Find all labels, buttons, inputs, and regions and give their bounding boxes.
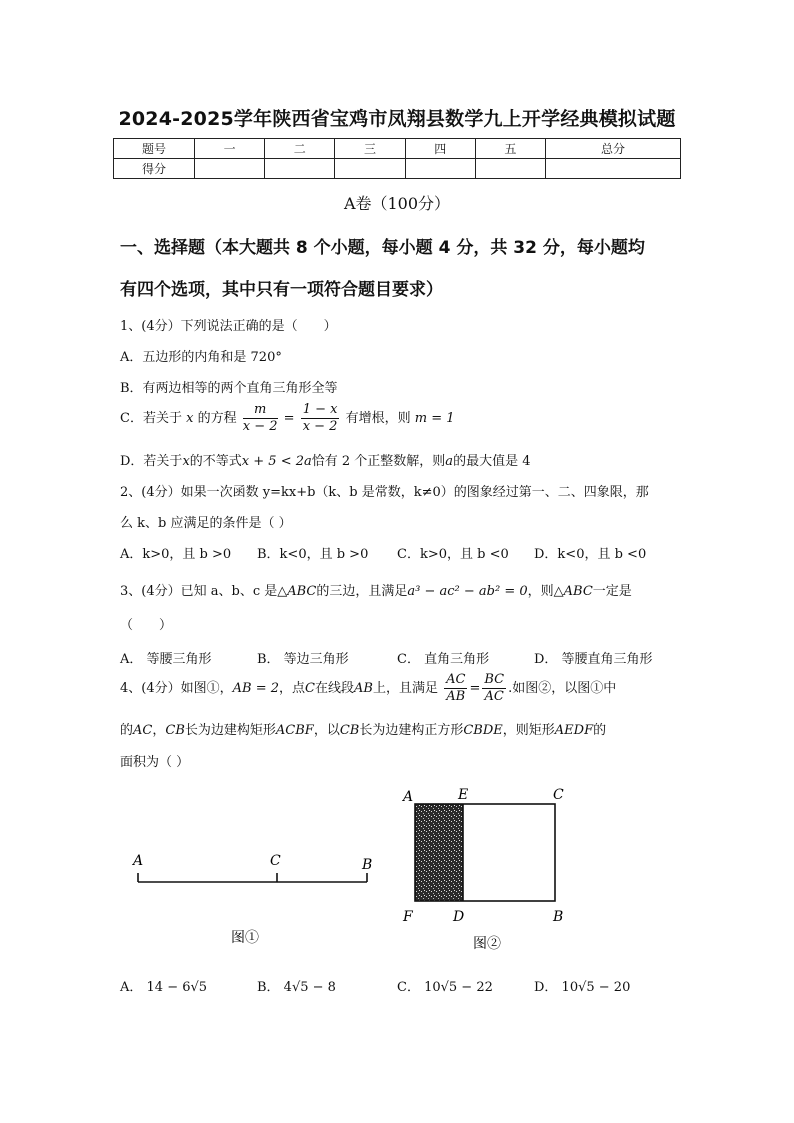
q4-fraction-2 (482, 672, 506, 705)
q4-math: AB (353, 681, 373, 696)
q1-c-fraction-1 (243, 402, 278, 435)
q1-d-var: a (445, 454, 454, 469)
fraction-denominator: x − 2 (242, 419, 278, 434)
label-f: F (403, 909, 413, 925)
q4-text: 上，且满足 (372, 681, 438, 696)
q2-option-c: C．k>0，且 b <0 (397, 547, 509, 562)
figure-1-segment (125, 845, 385, 955)
q4-math: AC (133, 723, 153, 738)
q4-text: 4、(4分）如图①， (120, 681, 233, 696)
score-cell[interactable] (405, 159, 475, 179)
q2-stem-line2: 么 k、b 应满足的条件是（ ） (120, 516, 292, 531)
q1-option-c (120, 402, 455, 435)
part1-heading-line1: 一、选择题（本大题共 8 个小题，每小题 4 分，共 32 分，每小题均 (120, 238, 645, 258)
fraction-numerator: AC (446, 672, 466, 687)
fraction-denominator: x − 2 (302, 419, 338, 434)
score-header-cell: 五 (475, 139, 545, 159)
q4-fraction-1 (444, 672, 467, 705)
q3-triangle: △ABC (277, 584, 317, 599)
q4-math: CB (165, 723, 185, 738)
q4-math: AEDF (554, 723, 594, 738)
q4-text: ，点 (279, 681, 306, 696)
label-b: B (553, 909, 564, 925)
q1-d-text: 的最大值是 4 (453, 454, 531, 469)
q4-text: 长为边建构矩形 (184, 723, 276, 738)
score-row-label: 得分 (114, 159, 195, 179)
figure-1-caption: 图① (231, 930, 259, 946)
part1-heading-line2: 有四个选项，其中只有一项符合题目要求） (120, 280, 443, 300)
q2-option-a: A．k>0，且 b >0 (120, 547, 232, 562)
score-header-cell: 四 (405, 139, 475, 159)
q4-math: C (305, 681, 315, 696)
q1-option-d (120, 450, 530, 469)
q3-stem-line1 (120, 580, 632, 599)
score-cell[interactable] (335, 159, 405, 179)
score-table (113, 138, 681, 179)
score-cell[interactable] (546, 159, 681, 179)
q1-c-text: C．若关于 (120, 411, 182, 426)
score-cell[interactable] (265, 159, 335, 179)
q1-c-var: x (186, 411, 194, 426)
q4-option-c: C． 10√5 − 22 (397, 980, 493, 995)
q4-option-b: B． 4√5 − 8 (257, 980, 336, 995)
q3-option-d: D． 等腰直角三角形 (534, 652, 653, 667)
q3-text: ，则 (527, 584, 554, 599)
q3-equation: a³ − ac² − ab² = 0 (407, 584, 528, 599)
q4-stem-line3: 面积为（ ） (120, 755, 190, 770)
score-header-cell: 二 (265, 139, 335, 159)
q3-option-a: A． 等腰三角形 (120, 652, 212, 667)
q4-stem-line1 (120, 672, 616, 705)
label-e: E (458, 787, 469, 803)
q1-d-var: x (182, 454, 190, 469)
fraction-denominator: AC (484, 689, 504, 704)
fraction-numerator: m (243, 402, 278, 419)
score-header-cell: 一 (195, 139, 265, 159)
q4-text: 的 (593, 723, 607, 738)
label-a: A (133, 853, 144, 869)
q4-math: AB = 2 (232, 681, 279, 696)
q1-c-fraction-2 (301, 402, 340, 435)
fraction-numerator: 1 − x (302, 402, 338, 417)
score-table-header-row (114, 139, 681, 159)
q1-stem: 1、(4分）下列说法正确的是（ ） (120, 319, 337, 334)
q4-option-a: A． 14 − 6√5 (120, 980, 208, 995)
q1-d-inequality: x + 5 < 2a (241, 454, 312, 469)
fraction-denominator: AB (446, 689, 466, 704)
label-c: C (553, 787, 564, 803)
q1-c-text: 的方程 (197, 411, 237, 426)
q4-text: ，以 (313, 723, 340, 738)
q3-text: 3、(4分）已知 a、b、c 是 (120, 584, 278, 599)
q4-text: ，则矩形 (502, 723, 555, 738)
q1-option-a: A．五边形的内角和是 720° (120, 350, 282, 365)
q2-stem-line1: 2、(4分）如果一次函数 y=kx+b（k、b 是常数，k≠0）的图象经过第一、二、四象限，那 (120, 485, 649, 500)
label-b: B (362, 857, 373, 873)
q4-text: 的 (120, 723, 134, 738)
score-cell[interactable] (195, 159, 265, 179)
q3-text: 的三边，且满足 (316, 584, 408, 599)
q4-text: ， (152, 723, 166, 738)
score-header-cell: 三 (335, 139, 405, 159)
q2-option-b: B．k<0，且 b >0 (257, 547, 369, 562)
score-header-cell: 题号 (114, 139, 195, 159)
figure-2-rectangle (395, 780, 585, 955)
q1-d-text: D．若关于 (120, 454, 183, 469)
q4-option-d: D． 10√5 − 20 (534, 980, 631, 995)
q4-text: 长为边建构正方形 (359, 723, 464, 738)
label-d: D (453, 909, 465, 925)
q3-text: 一定是 (592, 584, 632, 599)
q4-text: .如图②，以图①中 (508, 681, 617, 696)
q4-stem-line2 (120, 719, 606, 738)
q4-text: 在线段 (314, 681, 354, 696)
q3-option-c: C． 直角三角形 (397, 652, 490, 667)
score-cell[interactable] (475, 159, 545, 179)
q4-math: CBDE (463, 723, 503, 738)
figure-2-caption: 图② (473, 936, 501, 952)
score-header-cell: 总分 (546, 139, 681, 159)
label-a: A (403, 789, 414, 805)
q1-c-text: 有增根，则 (345, 411, 411, 426)
page-title: 2024-2025学年陕西省宝鸡市凤翔县数学九上开学经典模拟试题 (118, 108, 676, 130)
label-c: C (270, 853, 281, 869)
shaded-rectangle-aedf (415, 804, 463, 901)
q1-option-b: B．有两边相等的两个直角三角形全等 (120, 381, 338, 396)
q3-option-b: B． 等边三角形 (257, 652, 349, 667)
score-table-score-row (114, 159, 681, 179)
q2-option-d: D．k<0，且 b <0 (534, 547, 647, 562)
q4-math: ACBF (275, 723, 314, 738)
q1-c-result: m = 1 (414, 411, 455, 426)
equals-sign: = (469, 681, 481, 696)
q1-d-text: 的不等式 (189, 454, 242, 469)
q4-math: CB (339, 723, 360, 738)
section-title: A卷（100分） (343, 194, 451, 213)
q3-triangle: △ABC (553, 584, 593, 599)
q1-d-text: 恰有 2 个正整数解，则 (311, 454, 446, 469)
q3-stem-line2: （ ） (120, 618, 173, 633)
equals-sign: = (283, 411, 295, 426)
fraction-numerator: BC (484, 672, 505, 687)
